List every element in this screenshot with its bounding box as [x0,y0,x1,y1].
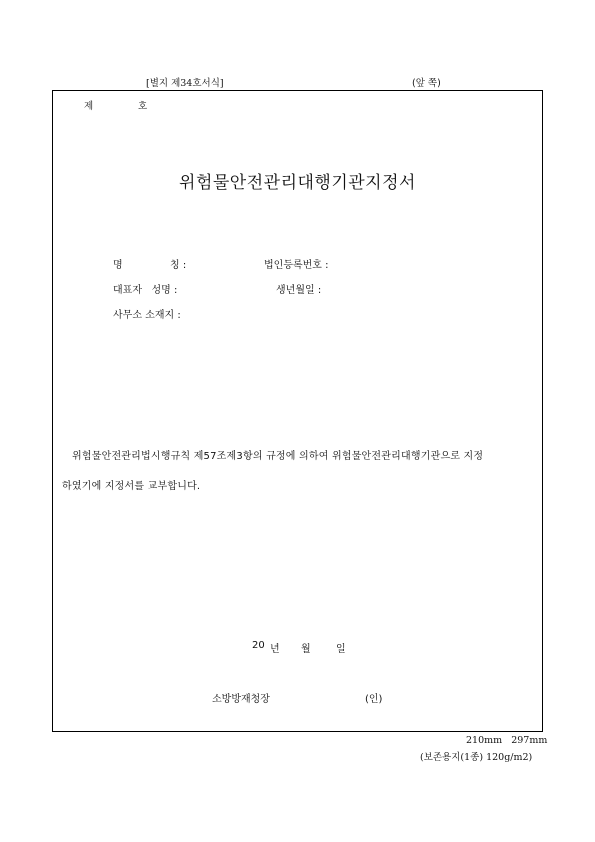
corp-reg-number-label: 법인등록번호 : [264,260,329,271]
date-year-prefix: 20 [252,640,265,651]
form-number-label: [별지 제34호서식] [146,78,224,89]
paper-type-note: (보존용지(1종) 120g/m2) [420,752,533,763]
office-address-label: 사무소 소재지 : [113,310,181,321]
birth-date-label: 생년월일 : [276,285,322,296]
statement-line-2: 하였기에 지정서를 교부합니다. [62,481,201,492]
representative-name-label: 대표자 성명 : [113,285,178,296]
statement-line-1: 위험물안전관리법시행규칙 제57조제3항의 규정에 의하여 위험물안전관리대행기관으로 지정 [72,451,484,462]
date-day-label: 일 [336,644,346,655]
date-month-label: 월 [301,644,311,655]
document-title: 위험물안전관리대행기관지정서 [179,173,416,193]
page-side-label: (앞 쪽) [412,78,441,89]
doc-number-suffix: 호 [138,101,148,112]
doc-number-prefix: 제 [84,101,94,112]
paper-size-note: 210mm 297mm [466,735,548,746]
name-label-second: 칭 : [170,260,187,271]
issuer-name: 소방방재청장 [212,694,270,705]
name-label-first: 명 [113,260,123,271]
seal-mark: (인) [365,694,383,705]
date-year-label: 년 [270,644,280,655]
designation-statement [62,442,534,502]
